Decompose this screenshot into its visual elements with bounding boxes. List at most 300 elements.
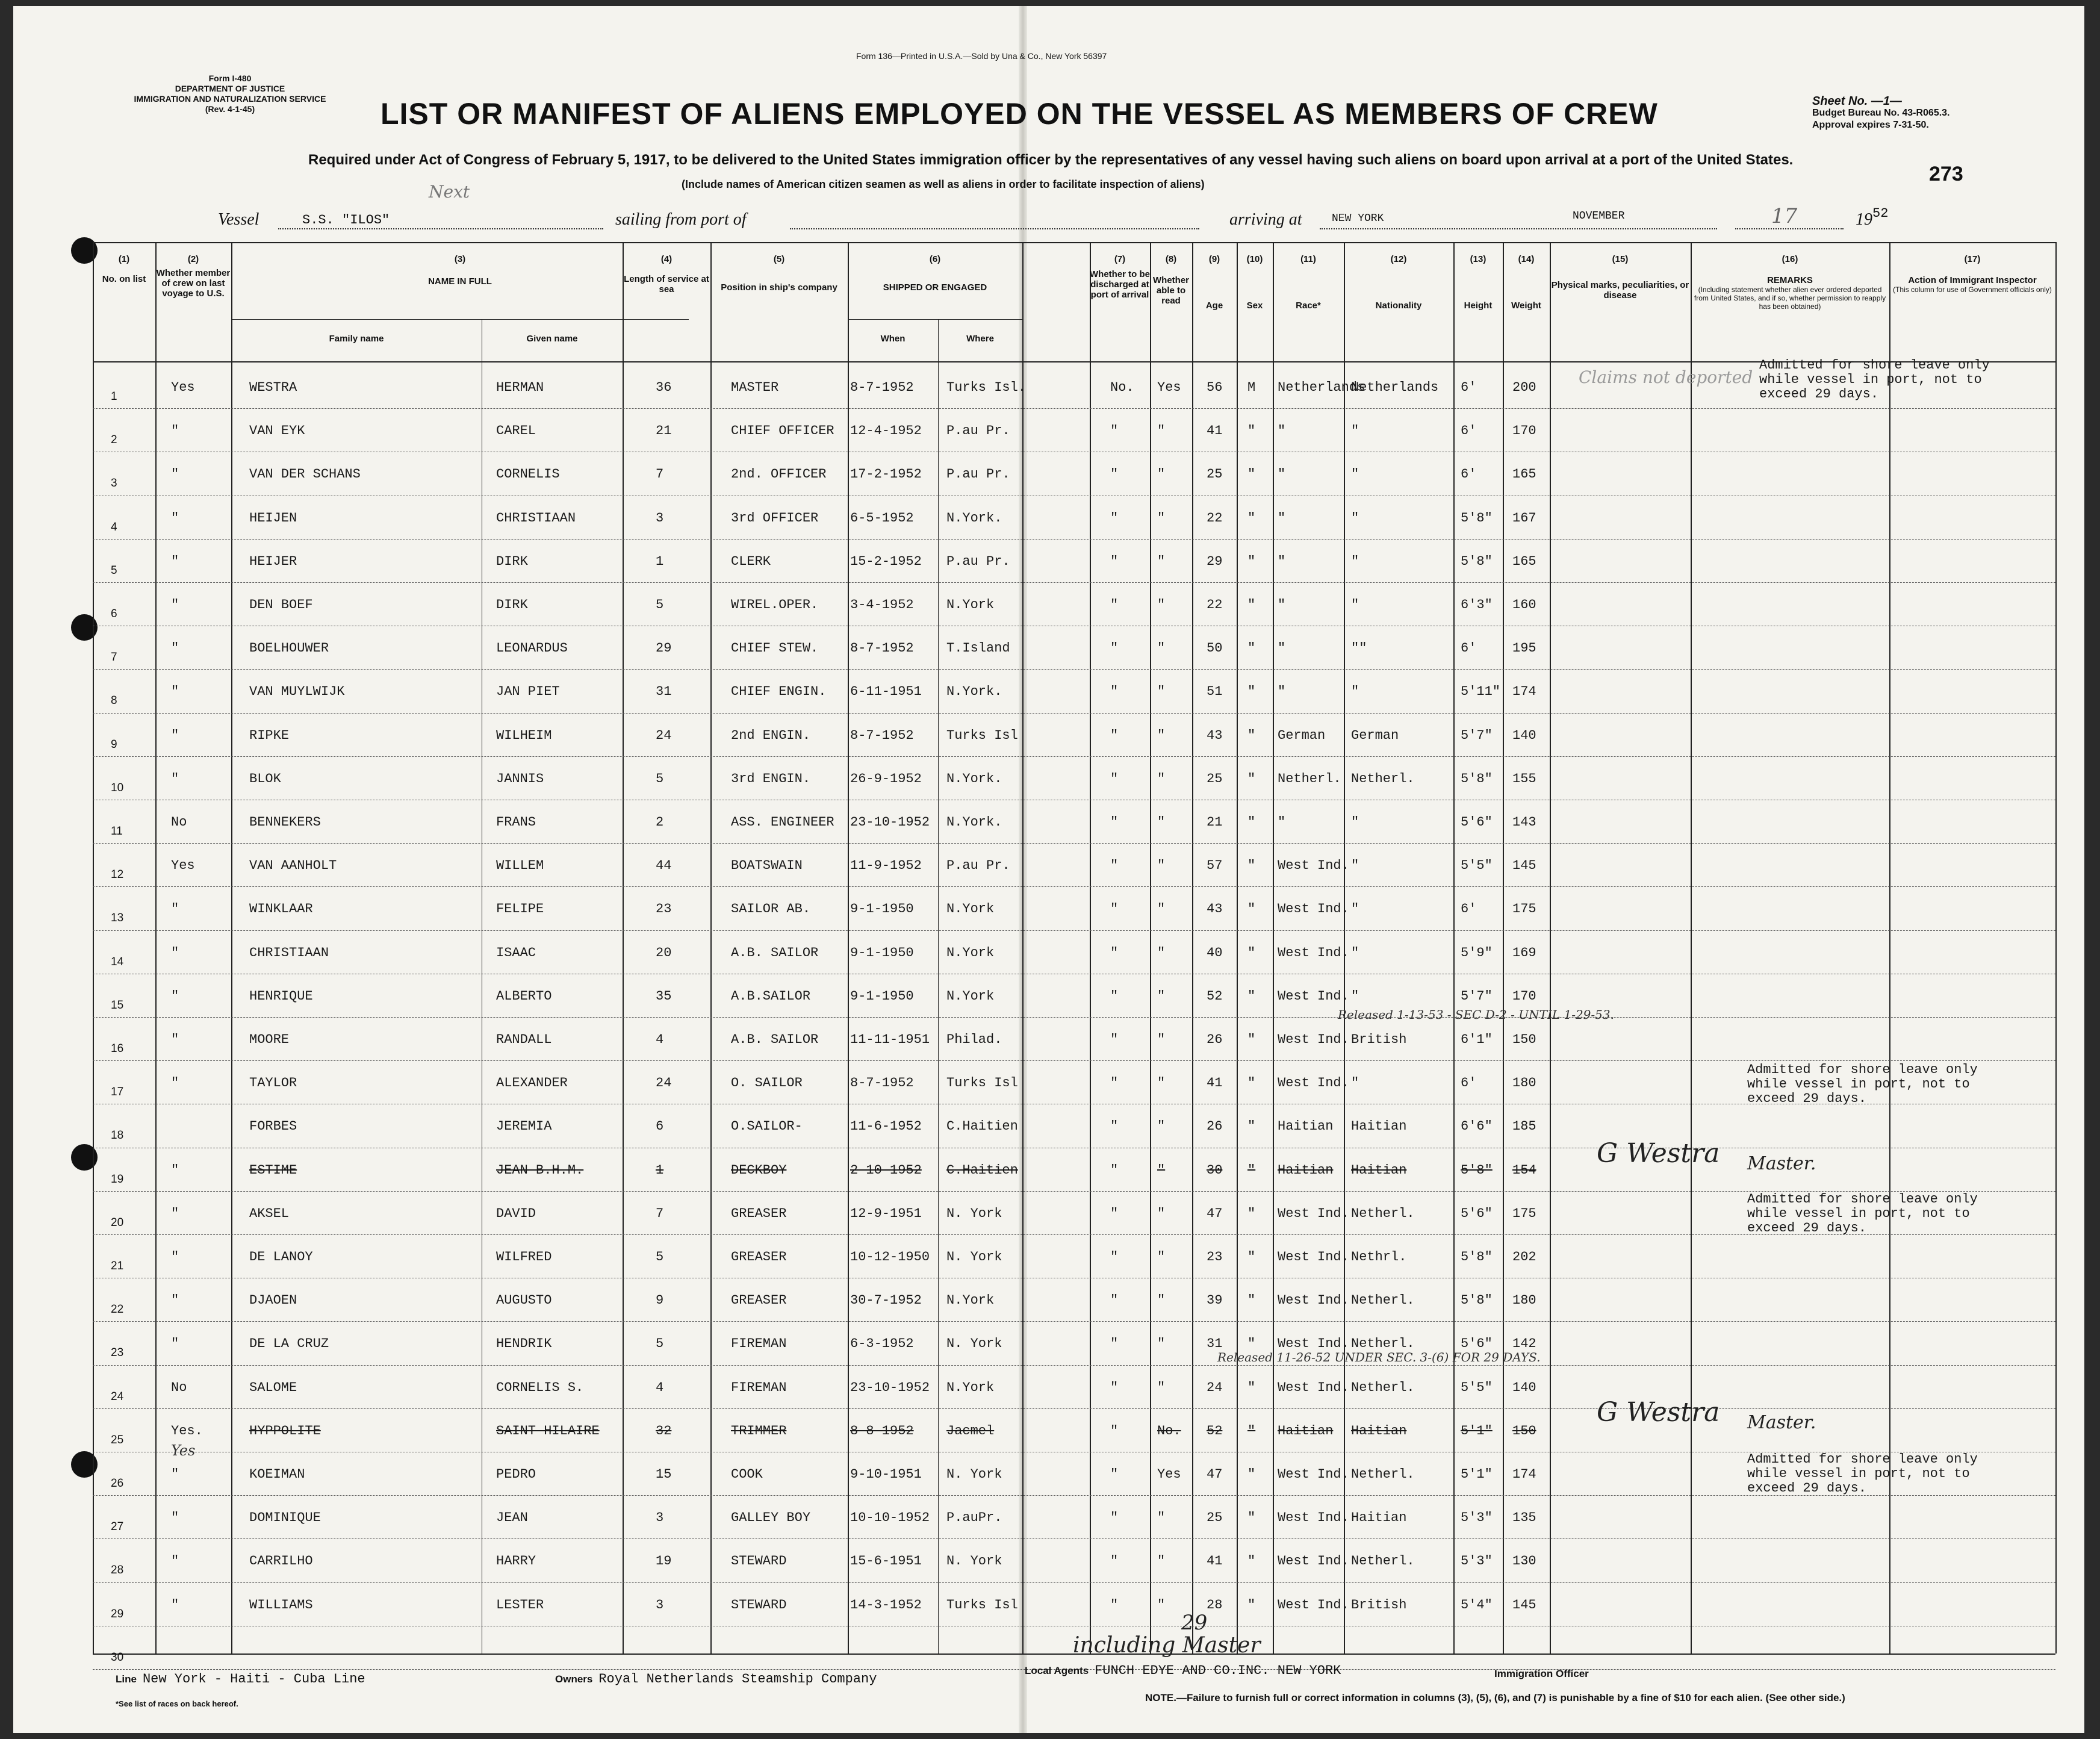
position-cell: O.SAILOR- — [731, 1119, 803, 1134]
total-count: 29 — [1181, 1611, 1208, 1635]
row-number: 5 — [111, 564, 117, 577]
shipped-when-cell: 9-10-1951 — [850, 1467, 922, 1482]
weight-cell: 170 — [1512, 423, 1536, 439]
shipped-where-cell: N.York. — [946, 771, 1002, 786]
family-name-cell: TAYLOR — [249, 1075, 297, 1091]
weight-cell: 165 — [1512, 553, 1536, 569]
discharge-cell: " — [1110, 727, 1119, 743]
footer-officer: Immigration Officer — [1494, 1668, 1589, 1679]
service-cell: 31 — [656, 684, 672, 700]
nationality-cell: " — [1351, 510, 1359, 526]
shipped-when-cell: 8-7-1952 — [850, 1075, 914, 1091]
nationality-cell: Haitian — [1351, 1162, 1407, 1178]
race-cell: West Ind. — [1278, 1293, 1349, 1308]
footer-line: Line New York - Haiti - Cuba Line — [116, 1672, 365, 1687]
nationality-cell: "" — [1351, 641, 1367, 656]
row-divider — [93, 756, 2055, 757]
height-cell: 6' — [1461, 467, 1477, 482]
discharge-cell: " — [1110, 1293, 1119, 1308]
age-cell: 41 — [1207, 1554, 1223, 1569]
age-cell: 41 — [1207, 1075, 1223, 1091]
page-title: LIST OR MANIFEST OF ALIENS EMPLOYED ON THE VESSEL AS MEMBERS OF CREW — [381, 97, 1658, 131]
weight-cell: 167 — [1512, 510, 1536, 526]
read-cell: " — [1157, 597, 1166, 612]
shipped-where-cell: N.York — [946, 1293, 995, 1308]
given-name-cell: LESTER — [496, 1597, 544, 1613]
family-name-cell: DE LA CRUZ — [249, 1336, 329, 1352]
row-divider — [93, 930, 2055, 931]
weight-cell: 185 — [1512, 1119, 1536, 1134]
given-name-cell: DAVID — [496, 1205, 536, 1221]
col-7-header: (7) Whether to be discharged at port of arrival — [1090, 254, 1150, 300]
race-cell: West Ind. — [1278, 1336, 1349, 1352]
read-cell: " — [1157, 423, 1166, 439]
sex-cell: " — [1247, 423, 1256, 439]
family-name-cell: WILLIAMS — [249, 1597, 313, 1613]
family-name-cell: MOORE — [249, 1032, 290, 1047]
sheet-info — [1812, 95, 1950, 131]
height-cell: 6' — [1461, 423, 1477, 439]
department-name: DEPARTMENT OF JUSTICE — [175, 84, 285, 93]
row-number: 7 — [111, 651, 117, 664]
nationality-cell: " — [1351, 553, 1359, 569]
weight-cell: 200 — [1512, 380, 1536, 395]
height-cell: 5'1" — [1461, 1423, 1493, 1439]
age-cell: 41 — [1207, 423, 1223, 439]
prev-voyage-cell: No — [171, 815, 187, 830]
given-name-cell: DIRK — [496, 597, 528, 612]
position-cell: GALLEY BOY — [731, 1510, 811, 1526]
sex-cell: " — [1247, 1293, 1256, 1308]
shipped-where-cell: C.Haitien — [946, 1162, 1018, 1178]
service-cell: 5 — [656, 597, 664, 612]
row-divider — [93, 843, 2055, 844]
row-divider — [93, 713, 2055, 714]
page-subnote: (Include names of American citizen seamen as well as aliens in order to facilitate inspection of aliens) — [682, 178, 1205, 190]
prev-voyage-cell: " — [171, 901, 179, 917]
read-cell: " — [1157, 510, 1166, 526]
prev-voyage-cell: " — [171, 1510, 179, 1526]
sex-cell: " — [1247, 510, 1256, 526]
weight-cell: 169 — [1512, 945, 1536, 960]
prev-voyage-cell: " — [171, 510, 179, 526]
height-cell: 6' — [1461, 901, 1477, 917]
weight-cell: 180 — [1512, 1075, 1536, 1091]
prev-voyage-cell: Yes — [171, 380, 195, 395]
weight-cell: 150 — [1512, 1032, 1536, 1047]
discharge-cell: " — [1110, 1119, 1119, 1134]
prev-voyage-cell: " — [171, 1249, 179, 1265]
weight-cell: 174 — [1512, 684, 1536, 700]
shipped-where-cell: Turks Isl. — [946, 380, 1027, 395]
height-cell: 6'6" — [1461, 1119, 1493, 1134]
row-number: 10 — [111, 781, 124, 794]
family-name-cell: KOEIMAN — [249, 1467, 305, 1482]
given-name-cell: WILFRED — [496, 1249, 552, 1265]
row-number: 8 — [111, 694, 117, 708]
race-cell: " — [1278, 510, 1286, 526]
race-cell: West Ind. — [1278, 988, 1349, 1004]
nationality-cell: " — [1351, 945, 1359, 960]
row-divider — [93, 1060, 2055, 1061]
position-cell: A.B.SAILOR — [731, 988, 811, 1004]
discharge-cell: " — [1110, 815, 1119, 830]
weight-cell: 142 — [1512, 1336, 1536, 1352]
family-name-cell: DOMINIQUE — [249, 1510, 321, 1526]
shipped-when-cell: 12-4-1952 — [850, 423, 922, 439]
age-cell: 26 — [1207, 1119, 1223, 1134]
nationality-cell: Netherl. — [1351, 1467, 1415, 1482]
nationality-cell: Netherl. — [1351, 1380, 1415, 1395]
read-cell: " — [1157, 1597, 1166, 1613]
shipped-when-cell: 9-1-1950 — [850, 901, 914, 917]
family-name-cell: RIPKE — [249, 727, 290, 743]
discharge-cell: " — [1110, 901, 1119, 917]
service-cell: 1 — [656, 1162, 664, 1178]
age-cell: 43 — [1207, 727, 1223, 743]
height-cell: 5'8" — [1461, 1162, 1493, 1178]
race-cell: " — [1278, 597, 1286, 612]
position-cell: STEWARD — [731, 1554, 787, 1569]
race-cell: " — [1278, 684, 1286, 700]
row-number: 9 — [111, 738, 117, 751]
given-name-cell: DIRK — [496, 553, 528, 569]
sex-cell: " — [1247, 1032, 1256, 1047]
row-number: 1 — [111, 390, 117, 403]
row-divider — [93, 1582, 2055, 1583]
family-name-cell: WESTRA — [249, 380, 297, 395]
shipped-when-cell: 6-5-1952 — [850, 510, 914, 526]
shipped-when-cell: 11-6-1952 — [850, 1119, 922, 1134]
read-cell: " — [1157, 815, 1166, 830]
arriving-month: NOVEMBER — [1573, 210, 1625, 222]
discharge-cell: " — [1110, 684, 1119, 700]
position-cell: GREASER — [731, 1205, 787, 1221]
shipped-where-cell: Turks Isl — [946, 1075, 1018, 1091]
height-cell: 5'3" — [1461, 1554, 1493, 1569]
height-cell: 5'8" — [1461, 1249, 1493, 1265]
given-name-cell: CHRISTIAAN — [496, 510, 576, 526]
position-cell: FIREMAN — [731, 1336, 787, 1352]
row-number: 25 — [111, 1433, 124, 1446]
age-cell: 50 — [1207, 641, 1223, 656]
weight-cell: 155 — [1512, 771, 1536, 786]
discharge-cell: " — [1110, 641, 1119, 656]
sex-cell: " — [1247, 641, 1256, 656]
height-cell: 5'3" — [1461, 1510, 1493, 1526]
nationality-cell: British — [1351, 1032, 1407, 1047]
weight-cell: 180 — [1512, 1293, 1536, 1308]
family-name-cell: VAN MUYLWIJK — [249, 684, 345, 700]
row-divider — [93, 1017, 2055, 1018]
position-cell: SAILOR AB. — [731, 901, 811, 917]
col-12-header: (12) Nationality — [1375, 254, 1422, 311]
year-prefix: 19 — [1856, 210, 1872, 229]
read-cell: " — [1157, 553, 1166, 569]
service-cell: 24 — [656, 1075, 672, 1091]
age-cell: 51 — [1207, 684, 1223, 700]
weight-cell: 140 — [1512, 1380, 1536, 1395]
service-cell: 3 — [656, 510, 664, 526]
prev-voyage-cell: No — [171, 1380, 187, 1395]
prev-voyage-cell: " — [171, 1075, 179, 1091]
race-cell: Netherlands — [1278, 380, 1365, 395]
vessel-row — [218, 204, 1872, 235]
race-cell: " — [1278, 641, 1286, 656]
given-name-cell: WILLEM — [496, 858, 544, 874]
sex-cell: " — [1247, 771, 1256, 786]
height-cell: 5'6" — [1461, 1336, 1493, 1352]
prev-voyage-cell: " — [171, 988, 179, 1004]
position-cell: CHIEF ENGIN. — [731, 684, 827, 700]
shipped-where-cell: P.au Pr. — [946, 553, 1010, 569]
race-cell: West Ind. — [1278, 1380, 1349, 1395]
family-name-cell: BOELHOUWER — [249, 641, 329, 656]
race-cell: West Ind. — [1278, 1032, 1349, 1047]
weight-cell: 195 — [1512, 641, 1536, 656]
discharge-cell: " — [1110, 988, 1119, 1004]
row-number: 27 — [111, 1520, 124, 1534]
family-name-cell: VAN AANHOLT — [249, 858, 337, 874]
height-cell: 6' — [1461, 380, 1477, 395]
nationality-cell: " — [1351, 815, 1359, 830]
given-name-cell: WILHEIM — [496, 727, 552, 743]
family-name-cell: DE LANOY — [249, 1249, 313, 1265]
shipped-where-cell: C.Haitien — [946, 1119, 1018, 1134]
age-cell: 52 — [1207, 988, 1223, 1004]
footer-owners: Owners Royal Netherlands Steamship Company — [555, 1672, 877, 1687]
discharge-cell: " — [1110, 1249, 1119, 1265]
shipped-where-cell: N.York. — [946, 510, 1002, 526]
height-cell: 5'8" — [1461, 771, 1493, 786]
row-number: 18 — [111, 1129, 124, 1142]
sheet-label: Sheet No. — [1812, 95, 1868, 108]
sex-cell: M — [1247, 380, 1256, 395]
row-number: 2 — [111, 434, 117, 447]
shipped-when-cell: 2-10-1952 — [850, 1162, 922, 1178]
sex-cell: " — [1247, 1510, 1256, 1526]
position-cell: STEWARD — [731, 1597, 787, 1613]
sex-cell: " — [1247, 1119, 1256, 1134]
service-cell: 5 — [656, 771, 664, 786]
nationality-cell: " — [1351, 988, 1359, 1004]
remark-shore-leave: Admitted for shore leave only while vessel in port, not to exceed 29 days. — [1759, 358, 1990, 402]
given-name-cell: JEREMIA — [496, 1119, 552, 1134]
shipped-where-cell: T.Island — [946, 641, 1010, 656]
nationality-cell: " — [1351, 423, 1359, 439]
race-cell: West Ind. — [1278, 901, 1349, 917]
service-cell: 7 — [656, 1205, 664, 1221]
height-cell: 5'4" — [1461, 1597, 1493, 1613]
weight-cell: 202 — [1512, 1249, 1536, 1265]
nationality-cell: " — [1351, 901, 1359, 917]
age-cell: 23 — [1207, 1249, 1223, 1265]
read-cell: " — [1157, 858, 1166, 874]
discharge-cell: " — [1110, 945, 1119, 960]
discharge-cell: " — [1110, 1467, 1119, 1482]
position-cell: CHIEF STEW. — [731, 641, 819, 656]
row-divider — [93, 1365, 2055, 1366]
race-cell: West Ind. — [1278, 1554, 1349, 1569]
shipped-when-cell: 23-10-1952 — [850, 815, 930, 830]
row-divider — [93, 582, 2055, 583]
weight-cell: 170 — [1512, 988, 1536, 1004]
page-subtitle: Required under Act of Congress of February 5, 1917, to be delivered to the United States immigration officer by the representatives of any vessel having such aliens on board upon arrival at a port of the United States. — [308, 152, 1794, 168]
arriving-day: 17 — [1771, 204, 1798, 228]
given-name-cell: JEAN B.H.M. — [496, 1162, 584, 1178]
race-cell: Haitian — [1278, 1162, 1334, 1178]
age-cell: 52 — [1207, 1423, 1223, 1439]
age-cell: 26 — [1207, 1032, 1223, 1047]
age-cell: 56 — [1207, 380, 1223, 395]
row-number: 19 — [111, 1172, 124, 1186]
master-title: Master. — [1747, 1412, 1816, 1433]
sex-cell: " — [1247, 945, 1256, 960]
row-number: 4 — [111, 520, 117, 534]
discharge-cell: " — [1110, 1597, 1119, 1613]
sex-cell: " — [1247, 1336, 1256, 1352]
nationality-cell: " — [1351, 467, 1359, 482]
weight-cell: 174 — [1512, 1467, 1536, 1482]
position-cell: A.B. SAILOR — [731, 1032, 819, 1047]
row-divider — [93, 1538, 2055, 1539]
service-cell: 3 — [656, 1597, 664, 1613]
sheet-number: —1— — [1871, 95, 1902, 108]
age-cell: 39 — [1207, 1293, 1223, 1308]
discharge-cell: " — [1110, 597, 1119, 612]
row-number: 26 — [111, 1477, 124, 1490]
form-revision: (Rev. 4-1-45) — [205, 104, 255, 114]
prev-voyage-cell: " — [171, 945, 179, 960]
shipped-where-cell: P.au Pr. — [946, 423, 1010, 439]
position-cell: 2nd ENGIN. — [731, 727, 811, 743]
row-number: 17 — [111, 1086, 124, 1099]
nationality-cell: Nethrl. — [1351, 1249, 1407, 1265]
discharge-cell: " — [1110, 1075, 1119, 1091]
service-cell: 6 — [656, 1119, 664, 1134]
given-name-cell: JEAN — [496, 1510, 528, 1526]
height-cell: 6' — [1461, 641, 1477, 656]
row-number: 30 — [111, 1650, 124, 1664]
discharge-cell: " — [1110, 510, 1119, 526]
read-cell: " — [1157, 1554, 1166, 1569]
discharge-cell: " — [1110, 1510, 1119, 1526]
weight-cell: 130 — [1512, 1554, 1536, 1569]
service-cell: 44 — [656, 858, 672, 874]
prev-voyage-cell: " — [171, 467, 179, 482]
service-cell: 4 — [656, 1380, 664, 1395]
remark-shore-leave: Admitted for shore leave only while vessel in port, not to exceed 29 days. — [1747, 1192, 1978, 1236]
weight-cell: 145 — [1512, 858, 1536, 874]
height-cell: 5'11" — [1461, 684, 1501, 700]
weight-cell: 135 — [1512, 1510, 1536, 1526]
nationality-cell: Haitian — [1351, 1119, 1407, 1134]
nationality-cell: " — [1351, 684, 1359, 700]
height-cell: 5'9" — [1461, 945, 1493, 960]
row-number: 23 — [111, 1346, 124, 1360]
shipped-when-cell: 9-1-1950 — [850, 945, 914, 960]
position-cell: CHIEF OFFICER — [731, 423, 834, 439]
col-2-header: (2) Whether member of crew on last voyage to U.S. — [156, 254, 231, 299]
row-number: 29 — [111, 1607, 124, 1620]
service-cell: 19 — [656, 1554, 672, 1569]
position-cell: ASS. ENGINEER — [731, 815, 834, 830]
discharge-cell: " — [1110, 1554, 1119, 1569]
height-cell: 5'6" — [1461, 1205, 1493, 1221]
family-name-cell: CARRILHO — [249, 1554, 313, 1569]
prev-voyage-cell: " — [171, 1554, 179, 1569]
given-name-cell: FRANS — [496, 815, 536, 830]
shipped-when-cell: 15-6-1951 — [850, 1554, 922, 1569]
shipped-where-cell: N.York — [946, 901, 995, 917]
service-cell: 7 — [656, 467, 664, 482]
shipped-where-cell: Turks Isl — [946, 1597, 1018, 1613]
shipped-where-cell: N.York — [946, 988, 995, 1004]
race-cell: " — [1278, 553, 1286, 569]
shipped-when-cell: 11-11-1951 — [850, 1032, 930, 1047]
height-cell: 6'1" — [1461, 1032, 1493, 1047]
given-name-cell: JAN PIET — [496, 684, 560, 700]
family-name-cell: VAN EYK — [249, 423, 305, 439]
service-cell: 35 — [656, 988, 672, 1004]
age-cell: 28 — [1207, 1597, 1223, 1613]
shipped-when-cell: 3-4-1952 — [850, 597, 914, 612]
service-cell: 2 — [656, 815, 664, 830]
family-name-cell: DJAOEN — [249, 1293, 297, 1308]
shipped-when-cell: 11-9-1952 — [850, 858, 922, 874]
height-cell: 5'6" — [1461, 815, 1493, 830]
prev-voyage-cell: " — [171, 727, 179, 743]
col-1-header: (1) No. on list — [102, 254, 146, 284]
age-cell: 24 — [1207, 1380, 1223, 1395]
given-name-cell: HERMAN — [496, 380, 544, 395]
prev-voyage-cell: " — [171, 1162, 179, 1178]
sex-cell: " — [1247, 1162, 1256, 1178]
discharge-cell: " — [1110, 1336, 1119, 1352]
shipped-when-cell: 8-7-1952 — [850, 641, 914, 656]
col-8-header: (8) Whether able to read — [1153, 254, 1189, 306]
position-cell: WIREL.OPER. — [731, 597, 819, 612]
sex-cell: " — [1247, 901, 1256, 917]
age-cell: 29 — [1207, 553, 1223, 569]
nationality-cell: Netherl. — [1351, 1336, 1415, 1352]
age-cell: 25 — [1207, 771, 1223, 786]
service-cell: 21 — [656, 423, 672, 439]
age-cell: 31 — [1207, 1336, 1223, 1352]
family-name-cell: SALOME — [249, 1380, 297, 1395]
read-cell: " — [1157, 771, 1166, 786]
given-name-cell: CORNELIS — [496, 467, 560, 482]
form-number: Form I-480 — [208, 73, 252, 83]
service-cell: 20 — [656, 945, 672, 960]
given-name-cell: RANDALL — [496, 1032, 552, 1047]
read-cell: " — [1157, 1510, 1166, 1526]
sex-cell: " — [1247, 815, 1256, 830]
age-cell: 22 — [1207, 597, 1223, 612]
shipped-where-cell: P.au Pr. — [946, 467, 1010, 482]
shipped-where-cell: N. York — [946, 1249, 1002, 1265]
position-cell: TRIMMER — [731, 1423, 787, 1439]
shipped-when-cell: 12-9-1951 — [850, 1205, 922, 1221]
nationality-cell: German — [1351, 727, 1399, 743]
service-cell: 9 — [656, 1293, 664, 1308]
service-cell: 5 — [656, 1249, 664, 1265]
family-name-cell: HEIJEN — [249, 510, 297, 526]
row-number: 22 — [111, 1303, 124, 1316]
service-cell: 5 — [656, 1336, 664, 1352]
row-number: 24 — [111, 1390, 124, 1403]
age-cell: 22 — [1207, 510, 1223, 526]
